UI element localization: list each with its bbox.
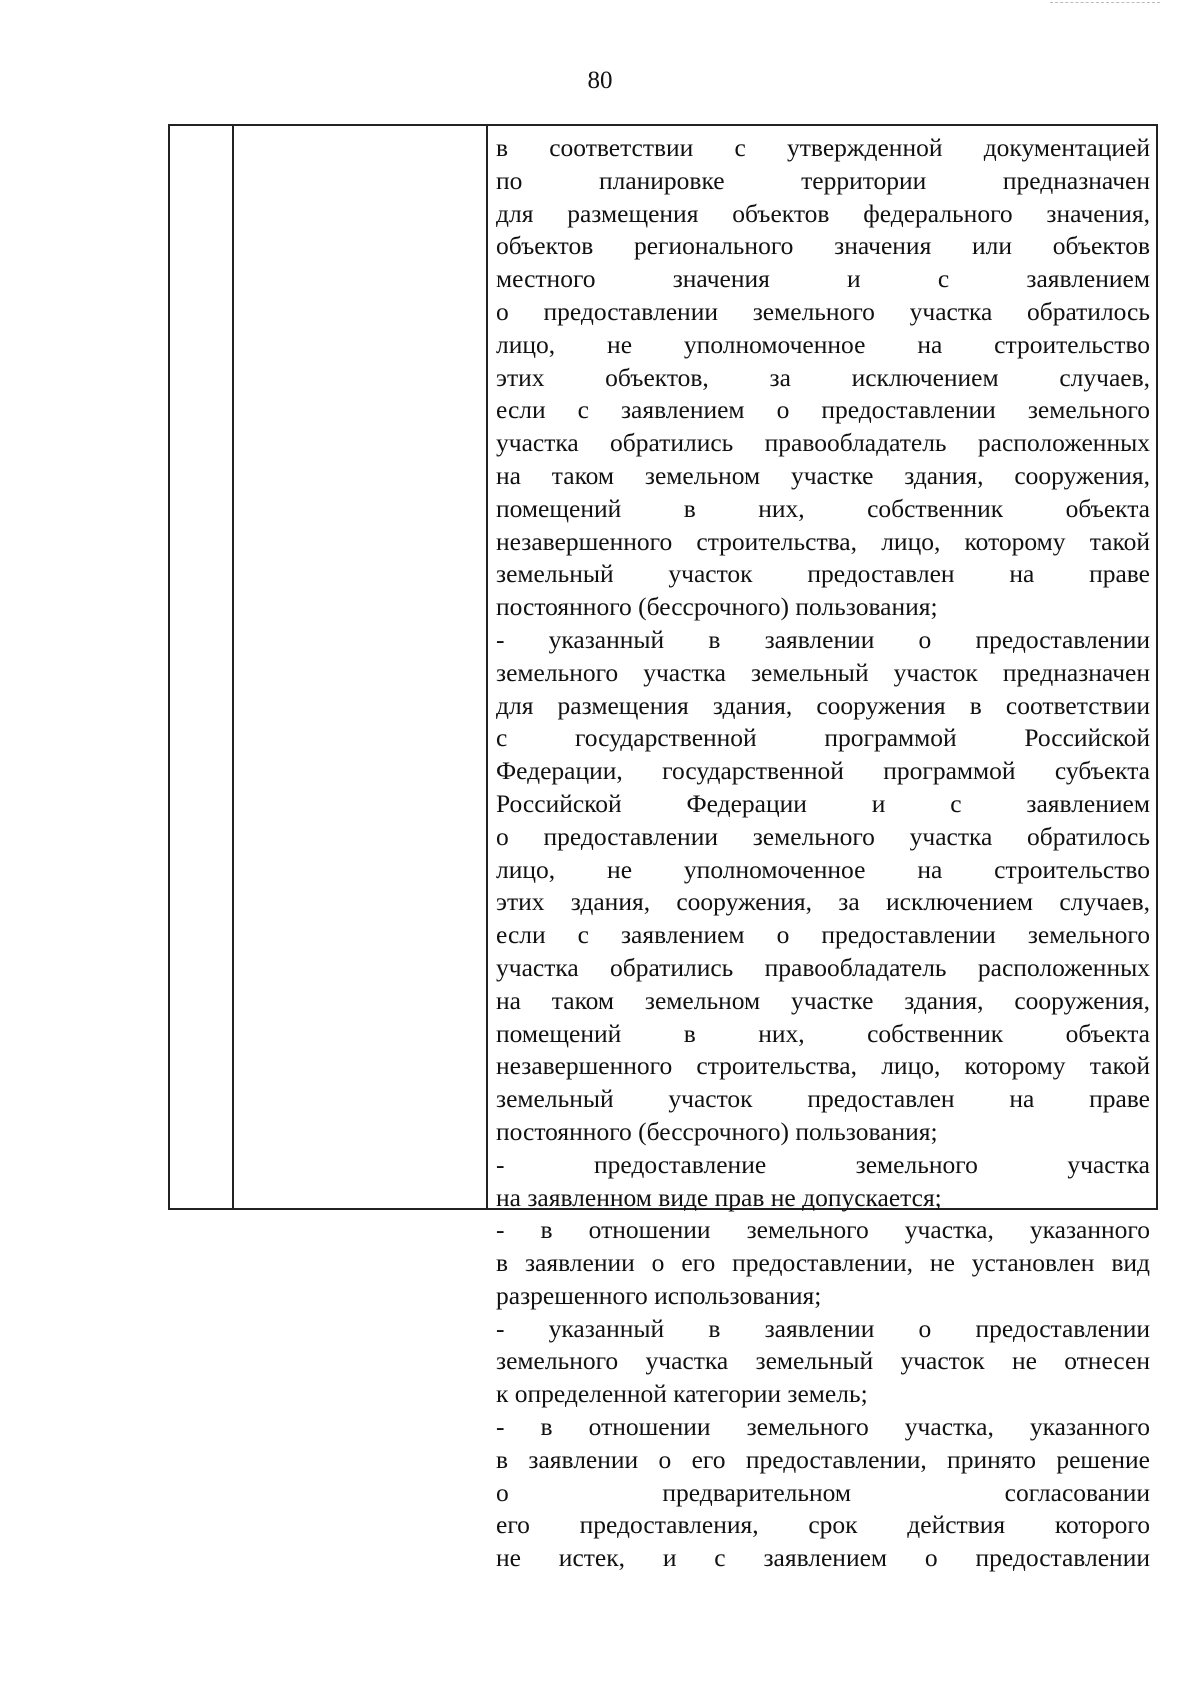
text-line: - в отношении земельного участка, указанного [496, 1215, 1150, 1245]
text-line: в заявлении о его предоставлении, не установлен вид [496, 1248, 1150, 1278]
text-line: разрешенного использования; [496, 1280, 822, 1310]
text-line: для размещения объектов федерального значения, [496, 198, 1150, 228]
document-table [168, 124, 1158, 1573]
column-divider [232, 126, 234, 1208]
text-line: лицо, не уполномоченное на строительство [496, 854, 1150, 884]
text-line: объектов регионального значения или объектов [496, 231, 1150, 261]
text-line: о предоставлении земельного участка обратилось [496, 821, 1150, 851]
text-line: этих здания, сооружения, за исключением случаев, [496, 887, 1150, 917]
text-line: в заявлении о его предоставлении, принято решение [496, 1444, 1150, 1474]
text-line: - предоставление земельного участка [496, 1149, 1150, 1179]
text-line: для размещения здания, сооружения в соответствии [496, 690, 1150, 720]
text-line: этих объектов, за исключением случаев, [496, 362, 1150, 392]
text-line: постоянного (бессрочного) пользования; [496, 592, 938, 622]
text-line: если с заявлением о предоставлении земельного [496, 920, 1150, 950]
page-number: 80 [587, 67, 613, 94]
text-line: лицо, не уполномоченное на строительство [496, 329, 1150, 359]
text-line: земельного участка земельный участок предназначен [496, 657, 1150, 687]
text-line: незавершенного строительства, лицо, которому такой [496, 526, 1150, 556]
scan-artifact-line [1050, 2, 1160, 4]
text-line: участка обратились правообладатель расположенных [496, 952, 1150, 982]
text-line: помещений в них, собственник объекта [496, 1018, 1150, 1048]
text-line: земельный участок предоставлен на праве [496, 559, 1150, 589]
text-line: Федерации, государственной программой субъекта [496, 756, 1150, 786]
text-line: не истек, и с заявлением о предоставлении [496, 1543, 1150, 1573]
text-line: Российской Федерации и с заявлением [496, 788, 1150, 818]
text-line: постоянного (бессрочного) пользования; [496, 1116, 938, 1146]
text-line: незавершенного строительства, лицо, которому такой [496, 1051, 1150, 1081]
text-line: - указанный в заявлении о предоставлении [496, 624, 1150, 654]
text-line: в соответствии с утвержденной документацией [496, 133, 1150, 162]
text-line: с государственной программой Российской [496, 723, 1150, 753]
text-line: его предоставления, срок действия которого [496, 1510, 1150, 1540]
text-line: на заявленном виде прав не допускается; [496, 1182, 942, 1212]
text-line: местного значения и с заявлением [496, 264, 1150, 294]
text-line: если с заявлением о предоставлении земельного [496, 395, 1150, 425]
column-divider [486, 126, 488, 1208]
text-line: - в отношении земельного участка, указанного [496, 1412, 1150, 1442]
text-line: - указанный в заявлении о предоставлении [496, 1313, 1150, 1343]
text-line: земельного участка земельный участок не отнесен [496, 1346, 1150, 1376]
text-line: по планировке территории предназначен [496, 165, 1150, 195]
text-line: земельный участок предоставлен на праве [496, 1084, 1150, 1114]
text-line: о предоставлении земельного участка обратилось [496, 296, 1150, 326]
table-text-cell [496, 132, 1150, 1575]
text-line: о предварительном согласовании [496, 1477, 1150, 1507]
text-line: помещений в них, собственник объекта [496, 493, 1150, 523]
text-line: на таком земельном участке здания, сооружения, [496, 985, 1150, 1015]
text-line: участка обратились правообладатель расположенных [496, 428, 1150, 458]
text-line: к определенной категории земель; [496, 1379, 868, 1409]
text-line: на таком земельном участке здания, сооружения, [496, 460, 1150, 490]
